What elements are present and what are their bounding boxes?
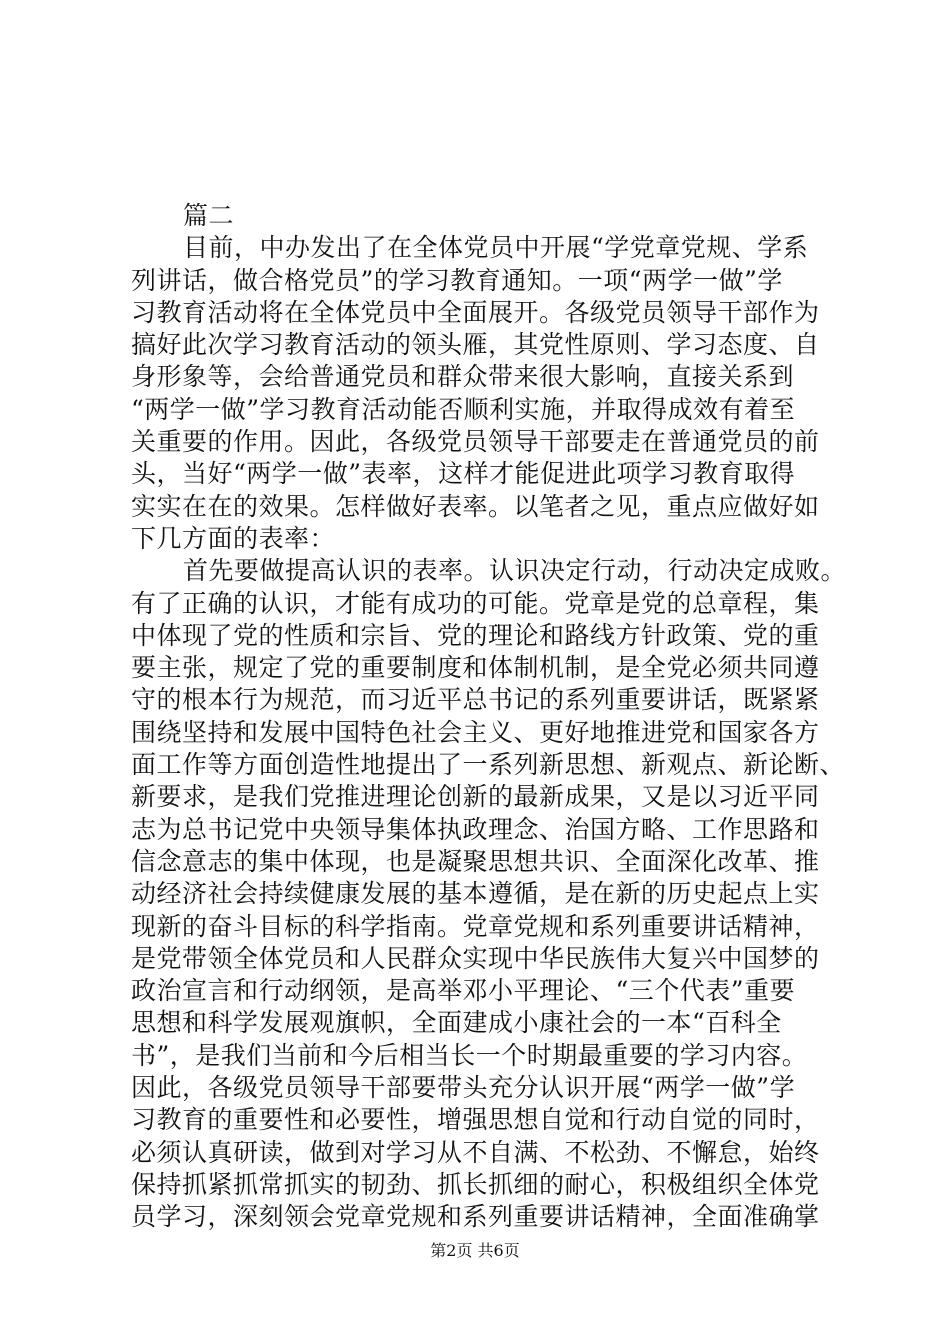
page-number-label: 第2页 共6页 xyxy=(430,1241,520,1260)
page-footer xyxy=(0,1241,950,1261)
text-line: 信念意志的集中体现，也是凝聚思想共识、全面深化改革、推 xyxy=(131,846,820,876)
text-line: “两学一做”学习教育活动能否顺利实施，并取得成效有着至 xyxy=(131,394,796,424)
text-line: 志为总书记党中央领导集体执政理念、治国方略、工作思路和 xyxy=(131,814,820,844)
text-line: 身形象等，会给普通党员和群众带来很大影响，直接关系到 xyxy=(131,362,795,392)
text-line: 中体现了党的性质和宗旨、党的理论和路线方针政策、党的重 xyxy=(131,620,820,650)
text-line: 头，当好“两学一做”表率，这样才能促进此项学习教育取得 xyxy=(131,459,796,489)
text-line: 必须认真研读，做到对学习从不自满、不松劲、不懈怠，始终 xyxy=(131,1137,820,1167)
text-line: 因此，各级党员领导干部要带头充分认识开展“两学一做”学 xyxy=(131,1073,796,1103)
text-line: 是党带领全体党员和人民群众实现中华民族伟大复兴中国梦的 xyxy=(131,943,820,973)
text-line: 首先要做提高认识的表率。认识决定行动，行动决定成败。 xyxy=(183,556,847,586)
text-line: 书”，是我们当前和今后相当长一个时期最重要的学习内容。 xyxy=(131,1040,808,1070)
text-line: 政治宣言和行动纲领，是高举邓小平理论、“三个代表”重要 xyxy=(131,976,796,1006)
text-line: 目前，中办发出了在全体党员中开展“学党章党规、学系 xyxy=(183,233,809,263)
text-line: 新要求，是我们党推进理论创新的最新成果，又是以习近平同 xyxy=(131,782,820,812)
text-line: 习教育活动将在全体党员中全面展开。各级党员领导干部作为 xyxy=(131,297,820,327)
text-line: 关重要的作用。因此，各级党员领导干部要走在普通党员的前 xyxy=(131,427,820,457)
document-body xyxy=(131,200,847,1234)
text-line: 搞好此次学习教育活动的领头雁，其党性原则、学习态度、自 xyxy=(131,330,820,360)
text-line: 习教育的重要性和必要性，增强思想自觉和行动自觉的同时， xyxy=(131,1105,820,1135)
text-line: 有了正确的认识，才能有成功的可能。党章是党的总章程，集 xyxy=(131,588,820,618)
text-line: 围绕坚持和发展中国特色社会主义、更好地推进党和国家各方 xyxy=(131,717,820,747)
text-line: 下几方面的表率： xyxy=(131,523,336,553)
text-line: 保持抓紧抓常抓实的韧劲、抓长抓细的耐心，积极组织全体党 xyxy=(131,1169,820,1199)
text-line: 员学习，深刻领会党章党规和系列重要讲话精神，全面准确掌 xyxy=(131,1202,820,1232)
text-line: 动经济社会持续健康发展的基本遵循，是在新的历史起点上实 xyxy=(131,879,820,909)
section-heading: 篇二 xyxy=(183,201,235,230)
text-line: 守的根本行为规范，而习近平总书记的系列重要讲话，既紧紧 xyxy=(131,685,820,715)
text-line: 思想和科学发展观旗帜，全面建成小康社会的一本“百科全 xyxy=(131,1008,782,1038)
text-line: 实实在在的效果。怎样做好表率。以笔者之见，重点应做好如 xyxy=(131,491,820,521)
text-line: 要主张，规定了党的重要制度和体制机制，是全党必须共同遵 xyxy=(131,653,820,683)
text-line: 面工作等方面创造性地提出了一系列新思想、新观点、新论断、 xyxy=(131,750,846,780)
text-line: 列讲话，做合格党员”的学习教育通知。一项“两学一做”学 xyxy=(131,265,783,295)
text-line: 现新的奋斗目标的科学指南。党章党规和系列重要讲话精神， xyxy=(131,911,820,941)
